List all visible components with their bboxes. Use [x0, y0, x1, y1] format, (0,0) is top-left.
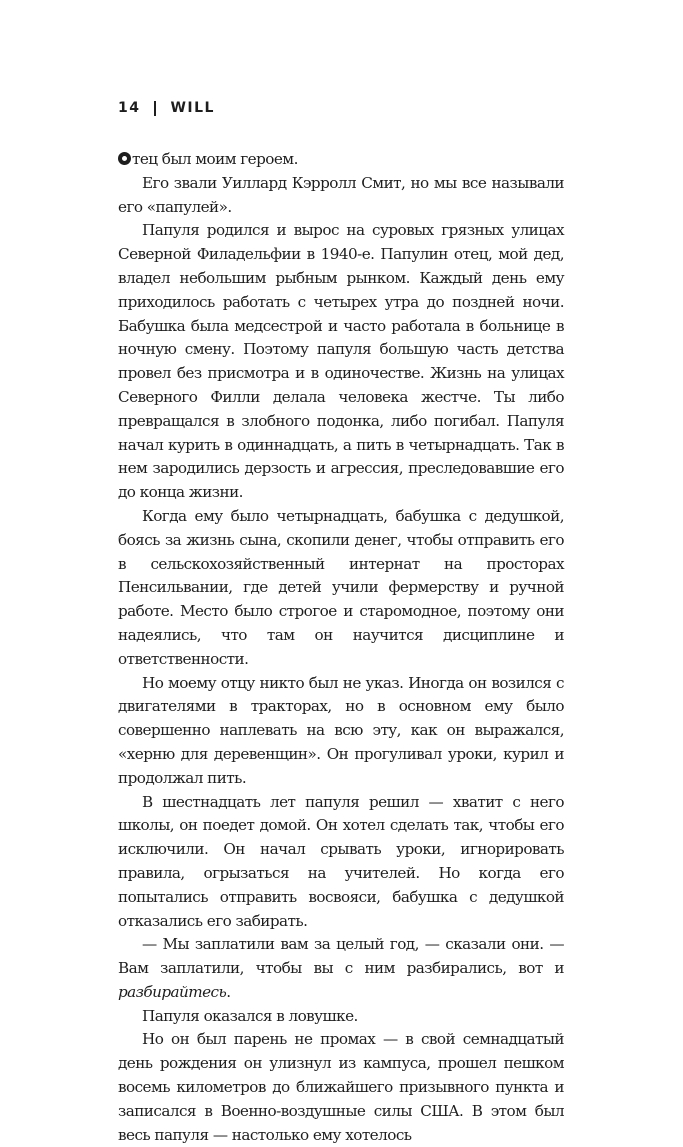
paragraph-7-end: . [226, 982, 231, 1001]
paragraph-9: Но он был парень не промах — в свой семнадцатый день рождения он улизнул из кампуса, прошел пешком восемь километров до ближайшего призывного пункта и записался в Военно-воздушные силы США. В этом был весь папуля — настолько ему хотелось [118, 1030, 564, 1144]
paragraph-1-text: тец был моим героем. [132, 150, 298, 168]
header-separator [154, 101, 156, 116]
book-title: WILL [170, 100, 215, 116]
paragraph-4: Когда ему было четырнадцать, бабушка с дедушкой, боясь за жизнь сына, скопили денег, чтобы отправить его в сельскохозяйственный интернат на просторах Пенсильвании, где детей учили фермерству и ручной работе. Место было строгое и старомодное, поэтому они надеялись, что там он научится дисциплине и ответственности. [118, 506, 564, 668]
paragraph-7-text: — Мы заплатили вам за целый год, — сказали они. — Вам заплатили, чтобы вы с ним разбирались, вот и [118, 935, 564, 978]
paragraph-3: Папуля родился и вырос на суровых грязных улицах Северной Филадельфии в 1940-е. Папулин отец, мой дед, владел небольшим рыбным рынком. Каждый день ему приходилось работать с четырех утра до поздней ночи. Бабушка была медсестрой и часто работала в больнице в ночную смену. Поэтому папуля большую часть детства провел без присмотра и в одиночестве. Жизнь на улицах Северного Филли делала человека жестче. Ты либо превращался в злобного подонка, либо погибал. Папуля начал курить в одиннадцать, а пить в четырнадцать. Так в нем зародились дерзость и агрессия, преследовавшие его до конца жизни. [118, 221, 564, 502]
paragraph-6: В шестнадцать лет папуля решил — хватит с него школы, он поедет домой. Он хотел сделать так, чтобы его исключили. Он начал срывать уроки, игнорировать правила, огрызаться на учителей. Но когда его попытались отправить восвояси, бабушка с дедушкой отказались его забирать. [118, 792, 564, 930]
ornamental-initial-o [118, 152, 131, 165]
paragraph-1 [118, 148, 564, 172]
paragraph-2: Его звали Уиллард Кэрролл Смит, но мы все называли его «папулей». [118, 173, 564, 216]
paragraph-8: Папуля оказался в ловушке. [142, 1006, 358, 1025]
body-text [118, 148, 564, 1147]
running-head [118, 100, 215, 116]
page-number: 14 [118, 100, 141, 116]
paragraph-7-italic: разбирайтесь [118, 982, 227, 1001]
paragraph-5: Но моему отцу никто был не указ. Иногда он возился с двигателями в тракторах, но в основном ему было совершенно наплевать на всю эту, как он выражался, «херню для деревенщин». Он прогуливал уроки, курил и продолжал пить. [118, 673, 564, 787]
paragraph-7 [118, 933, 564, 1004]
